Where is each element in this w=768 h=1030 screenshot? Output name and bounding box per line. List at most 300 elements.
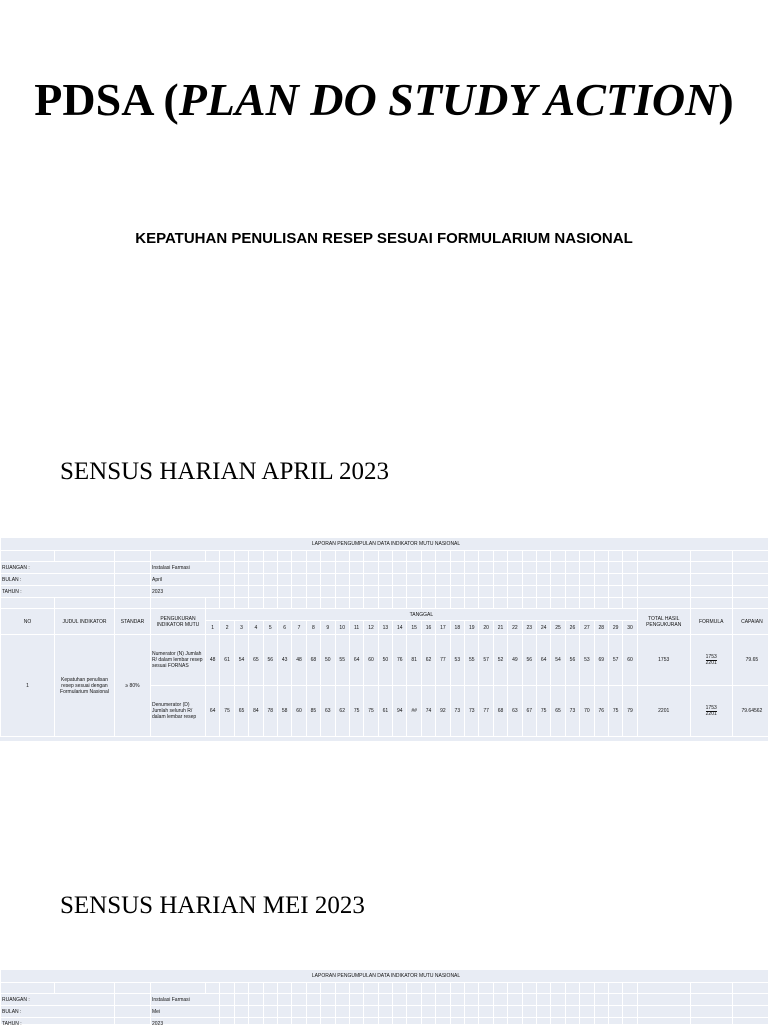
empty-cell (364, 586, 378, 598)
empty-cell (277, 574, 291, 586)
empty-cell (732, 1006, 768, 1018)
numerator-day-value: 49 (508, 635, 522, 686)
denominator-day-value: 68 (493, 686, 507, 737)
empty-cell (277, 983, 291, 994)
numerator-day-value: 60 (364, 635, 378, 686)
numerator-day-value: 56 (263, 635, 277, 686)
empty-cell (479, 586, 493, 598)
empty-cell (522, 574, 536, 586)
empty-cell (378, 1006, 392, 1018)
empty-cell (690, 551, 732, 562)
empty-cell (479, 562, 493, 574)
empty-cell (378, 598, 392, 609)
day-header: 15 (407, 621, 421, 635)
empty-cell (536, 574, 550, 586)
empty-cell (594, 598, 608, 609)
empty-cell (479, 994, 493, 1006)
denominator-day-value: ## (407, 686, 421, 737)
capaian-value: 79.64562 (732, 686, 768, 737)
denominator-day-value: 79 (623, 686, 637, 737)
empty-cell (623, 574, 637, 586)
empty-cell (364, 574, 378, 586)
empty-cell (151, 551, 206, 562)
denominator-day-value: 75 (220, 686, 234, 737)
empty-cell (393, 562, 407, 574)
numerator-day-value: 53 (580, 635, 594, 686)
empty-cell (407, 586, 421, 598)
empty-cell (249, 586, 263, 598)
empty-cell (393, 551, 407, 562)
day-header: 22 (508, 621, 522, 635)
empty-cell (637, 551, 690, 562)
empty-cell (565, 551, 579, 562)
empty-cell (522, 598, 536, 609)
empty-cell (551, 586, 565, 598)
empty-cell (292, 586, 306, 598)
numerator-day-value: 55 (335, 635, 349, 686)
empty-cell (594, 562, 608, 574)
day-header: 26 (565, 621, 579, 635)
subtitle: KEPATUHAN PENULISAN RESEP SESUAI FORMULARIUM NASIONAL (0, 230, 768, 247)
empty-cell (732, 562, 768, 574)
numerator-day-value: 48 (292, 635, 306, 686)
empty-cell (115, 551, 151, 562)
empty-cell (508, 994, 522, 1006)
day-header: 8 (306, 621, 320, 635)
empty-cell (364, 551, 378, 562)
formula-cell (690, 635, 732, 686)
day-header: 25 (551, 621, 565, 635)
empty-cell (421, 562, 435, 574)
indicator-title: Kepatuhan penulisan resep sesuai dengan Formularium Nasional (55, 635, 115, 737)
numerator-day-value: 64 (536, 635, 550, 686)
empty-cell (249, 994, 263, 1006)
empty-cell (551, 598, 565, 609)
empty-cell (321, 551, 335, 562)
empty-cell (321, 586, 335, 598)
empty-cell (522, 562, 536, 574)
empty-cell (479, 598, 493, 609)
empty-cell (321, 983, 335, 994)
empty-cell (335, 1006, 349, 1018)
empty-cell (536, 598, 550, 609)
denominator-day-value: 63 (321, 686, 335, 737)
empty-cell (292, 983, 306, 994)
empty-cell (234, 562, 248, 574)
formula-cell (690, 686, 732, 737)
denominator-day-value: 65 (234, 686, 248, 737)
denominator-day-value: 76 (594, 686, 608, 737)
header-formula: FORMULA (690, 609, 732, 635)
row-number: 1 (1, 635, 55, 737)
empty-cell (277, 1006, 291, 1018)
tahun-label: TAHUN : (1, 586, 115, 598)
header-standar: STANDAR (115, 609, 151, 635)
empty-cell (565, 983, 579, 994)
day-header: 1 (206, 621, 220, 635)
denominator-day-value: 75 (608, 686, 622, 737)
empty-cell (551, 994, 565, 1006)
empty-cell (637, 983, 690, 994)
empty-cell (493, 994, 507, 1006)
numerator-day-value: 50 (378, 635, 392, 686)
empty-cell (732, 586, 768, 598)
denominator-day-value: 58 (277, 686, 291, 737)
empty-cell (623, 562, 637, 574)
empty-cell (732, 598, 768, 609)
header-no: NO (1, 609, 55, 635)
day-header: 3 (234, 621, 248, 635)
empty-cell (378, 994, 392, 1006)
denominator-day-value: 75 (349, 686, 363, 737)
empty-cell (421, 1006, 435, 1018)
bulan-label: BULAN : (1, 574, 115, 586)
day-header: 9 (321, 621, 335, 635)
empty-cell (234, 551, 248, 562)
denominator-day-value: 75 (536, 686, 550, 737)
empty-cell (364, 1006, 378, 1018)
section-heading-mei: SENSUS HARIAN MEI 2023 (60, 892, 365, 920)
empty-cell (306, 551, 320, 562)
empty-cell (436, 574, 450, 586)
day-header: 17 (436, 621, 450, 635)
empty-cell (292, 551, 306, 562)
numerator-day-value: 54 (551, 635, 565, 686)
empty-cell (220, 586, 234, 598)
empty-cell (623, 994, 637, 1006)
empty-cell (690, 983, 732, 994)
empty-cell (637, 994, 690, 1006)
empty-cell (465, 551, 479, 562)
bulan-label: BULAN : (1, 1006, 115, 1018)
empty-cell (306, 1006, 320, 1018)
empty-cell (335, 598, 349, 609)
empty-cell (522, 994, 536, 1006)
empty-cell (536, 586, 550, 598)
empty-cell (349, 994, 363, 1006)
empty-cell (450, 1006, 464, 1018)
day-header: 10 (335, 621, 349, 635)
numerator-day-value: 60 (623, 635, 637, 686)
numerator-day-value: 50 (321, 635, 335, 686)
numerator-day-value: 64 (349, 635, 363, 686)
empty-cell (536, 562, 550, 574)
empty-cell (55, 551, 115, 562)
empty-cell (306, 574, 320, 586)
denominator-day-value: 92 (436, 686, 450, 737)
empty-cell (637, 1006, 690, 1018)
empty-cell (277, 586, 291, 598)
numerator-day-value: 62 (421, 635, 435, 686)
empty-cell (220, 983, 234, 994)
empty-cell (608, 551, 622, 562)
empty-cell (364, 562, 378, 574)
empty-cell (249, 983, 263, 994)
empty-cell (536, 1006, 550, 1018)
empty-cell (393, 994, 407, 1006)
empty-cell (493, 1006, 507, 1018)
empty-cell (493, 598, 507, 609)
formula-denominator: 2201 (706, 661, 717, 666)
empty-cell (335, 983, 349, 994)
empty-cell (378, 983, 392, 994)
empty-cell (421, 574, 435, 586)
empty-cell (436, 1006, 450, 1018)
empty-cell (55, 598, 115, 609)
empty-cell (608, 983, 622, 994)
empty-cell (536, 551, 550, 562)
empty-cell (608, 574, 622, 586)
empty-cell (234, 586, 248, 598)
empty-cell (393, 1006, 407, 1018)
section-heading-april: SENSUS HARIAN APRIL 2023 (60, 458, 389, 486)
empty-cell (1, 551, 55, 562)
empty-cell (508, 598, 522, 609)
empty-cell (690, 994, 732, 1006)
empty-cell (637, 562, 690, 574)
empty-cell (249, 598, 263, 609)
day-header: 24 (536, 621, 550, 635)
day-header: 29 (608, 621, 622, 635)
empty-cell (234, 1006, 248, 1018)
ruangan-value: Instalasi Farmasi (151, 562, 220, 574)
empty-cell (594, 586, 608, 598)
denominator-day-value: 65 (551, 686, 565, 737)
numerator-day-value: 55 (465, 635, 479, 686)
empty-cell (292, 994, 306, 1006)
empty-cell (465, 574, 479, 586)
empty-cell (450, 551, 464, 562)
empty-cell (450, 574, 464, 586)
empty-cell (349, 1006, 363, 1018)
empty-cell (378, 574, 392, 586)
formula-numerator: 1753 (706, 655, 717, 661)
empty-cell (450, 586, 464, 598)
empty-cell (393, 574, 407, 586)
numerator-day-value: 54 (234, 635, 248, 686)
empty-cell (249, 574, 263, 586)
header-total-hasil: TOTAL HASIL PENGUKURAN (637, 609, 690, 635)
empty-cell (450, 598, 464, 609)
empty-cell (378, 586, 392, 598)
empty-cell (522, 551, 536, 562)
empty-cell (306, 983, 320, 994)
denominator-day-value: 62 (335, 686, 349, 737)
numerator-day-value: 77 (436, 635, 450, 686)
empty-cell (436, 983, 450, 994)
numerator-day-value: 68 (306, 635, 320, 686)
empty-cell (115, 574, 151, 586)
ruangan-label: RUANGAN : (1, 994, 115, 1006)
day-header: 13 (378, 621, 392, 635)
empty-cell (220, 574, 234, 586)
empty-cell (594, 1006, 608, 1018)
numerator-day-value: 43 (277, 635, 291, 686)
empty-cell (115, 994, 151, 1006)
empty-cell (465, 1006, 479, 1018)
empty-cell (623, 586, 637, 598)
empty-cell (608, 562, 622, 574)
empty-cell (551, 551, 565, 562)
empty-cell (263, 983, 277, 994)
empty-cell (349, 983, 363, 994)
empty-cell (220, 551, 234, 562)
empty-cell (220, 1006, 234, 1018)
empty-cell (594, 574, 608, 586)
empty-cell (321, 598, 335, 609)
empty-cell (508, 574, 522, 586)
ruangan-label: RUANGAN : (1, 562, 115, 574)
empty-cell (115, 586, 151, 598)
empty-cell (407, 994, 421, 1006)
denominator-day-value: 67 (522, 686, 536, 737)
april-report-table (0, 537, 768, 741)
numerator-day-value: 57 (608, 635, 622, 686)
empty-cell (732, 574, 768, 586)
empty-cell (421, 994, 435, 1006)
empty-cell (436, 586, 450, 598)
empty-cell (565, 562, 579, 574)
empty-cell (263, 574, 277, 586)
empty-cell (580, 562, 594, 574)
empty-cell (115, 983, 151, 994)
tahun-value: 2023 (151, 1018, 220, 1030)
report-title: LAPORAN PENGUMPULAN DATA INDIKATOR MUTU NASIONAL (1, 970, 768, 983)
denominator-total: 2201 (637, 686, 690, 737)
empty-cell (436, 994, 450, 1006)
empty-cell (536, 994, 550, 1006)
empty-cell (580, 574, 594, 586)
day-header: 18 (450, 621, 464, 635)
empty-cell (364, 994, 378, 1006)
ruangan-value: Instalasi Farmasi (151, 994, 220, 1006)
day-header: 21 (493, 621, 507, 635)
empty-cell (306, 994, 320, 1006)
empty-cell (465, 994, 479, 1006)
numerator-total: 1753 (637, 635, 690, 686)
empty-cell (580, 994, 594, 1006)
empty-cell (508, 551, 522, 562)
empty-cell (263, 994, 277, 1006)
numerator-day-value: 56 (522, 635, 536, 686)
empty-cell (393, 586, 407, 598)
empty-cell (637, 586, 690, 598)
empty-cell (450, 994, 464, 1006)
capaian-value: 79.65 (732, 635, 768, 686)
empty-cell (206, 598, 220, 609)
tahun-label: TAHUN : (1, 1018, 115, 1030)
empty-cell (234, 994, 248, 1006)
empty-cell (690, 598, 732, 609)
empty-cell (364, 983, 378, 994)
denominator-day-value: 77 (479, 686, 493, 737)
empty-cell (465, 598, 479, 609)
empty-cell (551, 574, 565, 586)
day-header: 30 (623, 621, 637, 635)
empty-cell (220, 598, 234, 609)
day-header: 5 (263, 621, 277, 635)
denominator-day-value: 75 (364, 686, 378, 737)
empty-cell (623, 1006, 637, 1018)
empty-cell (263, 551, 277, 562)
empty-cell (580, 551, 594, 562)
day-header: 19 (465, 621, 479, 635)
empty-cell (407, 551, 421, 562)
day-header: 14 (393, 621, 407, 635)
numerator-day-value: 61 (220, 635, 234, 686)
day-header: 27 (580, 621, 594, 635)
empty-cell (465, 562, 479, 574)
empty-cell (493, 551, 507, 562)
empty-cell (580, 598, 594, 609)
header-capaian: CAPAIAN (732, 609, 768, 635)
empty-cell (493, 983, 507, 994)
empty-cell (263, 598, 277, 609)
empty-cell (263, 562, 277, 574)
empty-cell (263, 1006, 277, 1018)
empty-cell (277, 551, 291, 562)
empty-cell (151, 598, 206, 609)
empty-cell (479, 1006, 493, 1018)
empty-cell (421, 551, 435, 562)
empty-cell (220, 994, 234, 1006)
empty-cell (306, 562, 320, 574)
empty-cell (690, 562, 732, 574)
empty-cell (450, 983, 464, 994)
empty-cell (1, 598, 55, 609)
day-header: 16 (421, 621, 435, 635)
mei-report-table (0, 969, 768, 1024)
empty-cell (565, 1006, 579, 1018)
empty-cell (393, 598, 407, 609)
empty-cell (565, 586, 579, 598)
denominator-day-value: 74 (421, 686, 435, 737)
empty-cell (335, 562, 349, 574)
empty-cell (594, 983, 608, 994)
empty-cell (277, 562, 291, 574)
empty-cell (407, 983, 421, 994)
empty-cell (594, 551, 608, 562)
numerator-day-value: 57 (479, 635, 493, 686)
empty-cell (608, 994, 622, 1006)
empty-cell (407, 598, 421, 609)
empty-cell (732, 994, 768, 1006)
empty-cell (263, 586, 277, 598)
empty-cell (115, 1006, 151, 1018)
denominator-day-value: 94 (393, 686, 407, 737)
header-pengukuran: PENGUKURAN INDIKATOR MUTU (151, 609, 206, 635)
empty-cell (623, 983, 637, 994)
empty-cell (536, 983, 550, 994)
empty-cell (234, 574, 248, 586)
empty-cell (421, 983, 435, 994)
empty-cell (608, 586, 622, 598)
tahun-value: 2023 (151, 586, 220, 598)
day-header: 12 (364, 621, 378, 635)
empty-cell (249, 551, 263, 562)
empty-cell (335, 574, 349, 586)
empty-cell (623, 551, 637, 562)
denominator-day-value: 63 (508, 686, 522, 737)
empty-cell (292, 562, 306, 574)
empty-cell (608, 598, 622, 609)
empty-cell (551, 562, 565, 574)
empty-cell (565, 994, 579, 1006)
empty-cell (580, 983, 594, 994)
empty-cell (623, 598, 637, 609)
empty-cell (479, 574, 493, 586)
empty-cell (306, 598, 320, 609)
